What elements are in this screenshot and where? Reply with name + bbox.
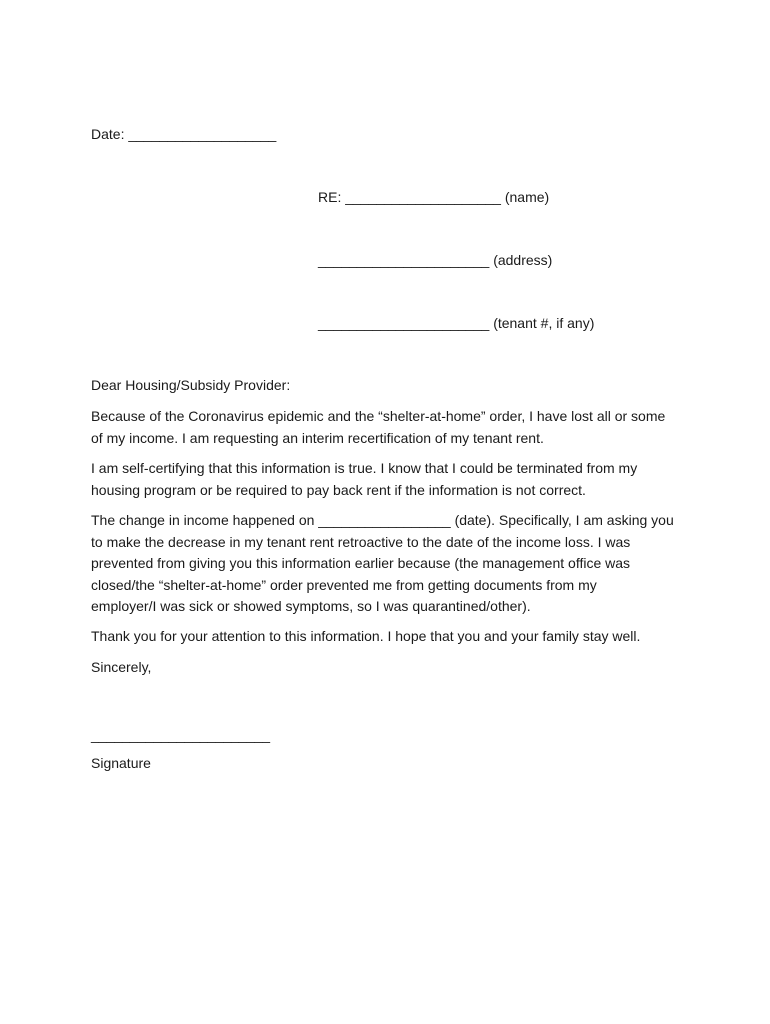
re-label: RE:: [318, 189, 342, 205]
paragraph-thank-you: Thank you for your attention to this information. I hope that you and your family stay well.: [91, 628, 641, 644]
income-change-date-blank[interactable]: _________________: [318, 512, 451, 528]
paragraph-line: employer/I was sick or showed symptoms, so I was quarantined/other).: [91, 598, 531, 614]
paragraph-line: housing program or be required to pay back rent if the information is not correct.: [91, 481, 586, 498]
income-change-text: The change in income happened on: [91, 512, 315, 528]
date-label: Date:: [91, 126, 125, 142]
paragraph-line: prevented from giving you this information earlier because (the management office was: [91, 555, 631, 571]
tenant-number-field: [318, 312, 594, 334]
tenant-suffix: (tenant #, if any): [493, 315, 595, 331]
income-change-text-cont: (date). Specifically, I am asking you: [454, 512, 674, 528]
paragraph-income-change: [91, 510, 691, 618]
paragraph-line: to make the decrease in my tenant rent retroactive to the date of the income loss. I was: [91, 533, 631, 550]
address-field: [318, 249, 552, 271]
address-blank[interactable]: ______________________: [318, 252, 490, 268]
signature-label: Signature: [91, 755, 151, 771]
name-blank[interactable]: ____________________: [345, 189, 501, 205]
date-field: [91, 123, 276, 145]
paragraph-line: of my income. I am requesting an interim recertification of my tenant rent.: [91, 429, 544, 446]
tenant-blank[interactable]: ______________________: [318, 315, 490, 331]
paragraph-self-certify: [91, 458, 691, 501]
re-name-field: [318, 186, 549, 208]
paragraph-line: closed/the “shelter-at-home” order prevented me from getting documents from my: [91, 576, 597, 593]
paragraph-line: I am self-certifying that this information is true. I know that I could be terminated from my: [91, 460, 638, 476]
paragraph-line: Because of the Coronavirus epidemic and the “shelter-at-home” order, I have lost all or some: [91, 408, 666, 424]
name-suffix: (name): [504, 189, 550, 205]
paragraph-line: [91, 510, 691, 532]
signature-blank[interactable]: _______________________: [91, 727, 271, 743]
closing: Sincerely,: [91, 659, 152, 675]
address-suffix: (address): [493, 252, 553, 268]
date-blank[interactable]: ___________________: [128, 126, 277, 142]
greeting: Dear Housing/Subsidy Provider:: [91, 377, 291, 393]
paragraph-income-loss: [91, 406, 691, 449]
